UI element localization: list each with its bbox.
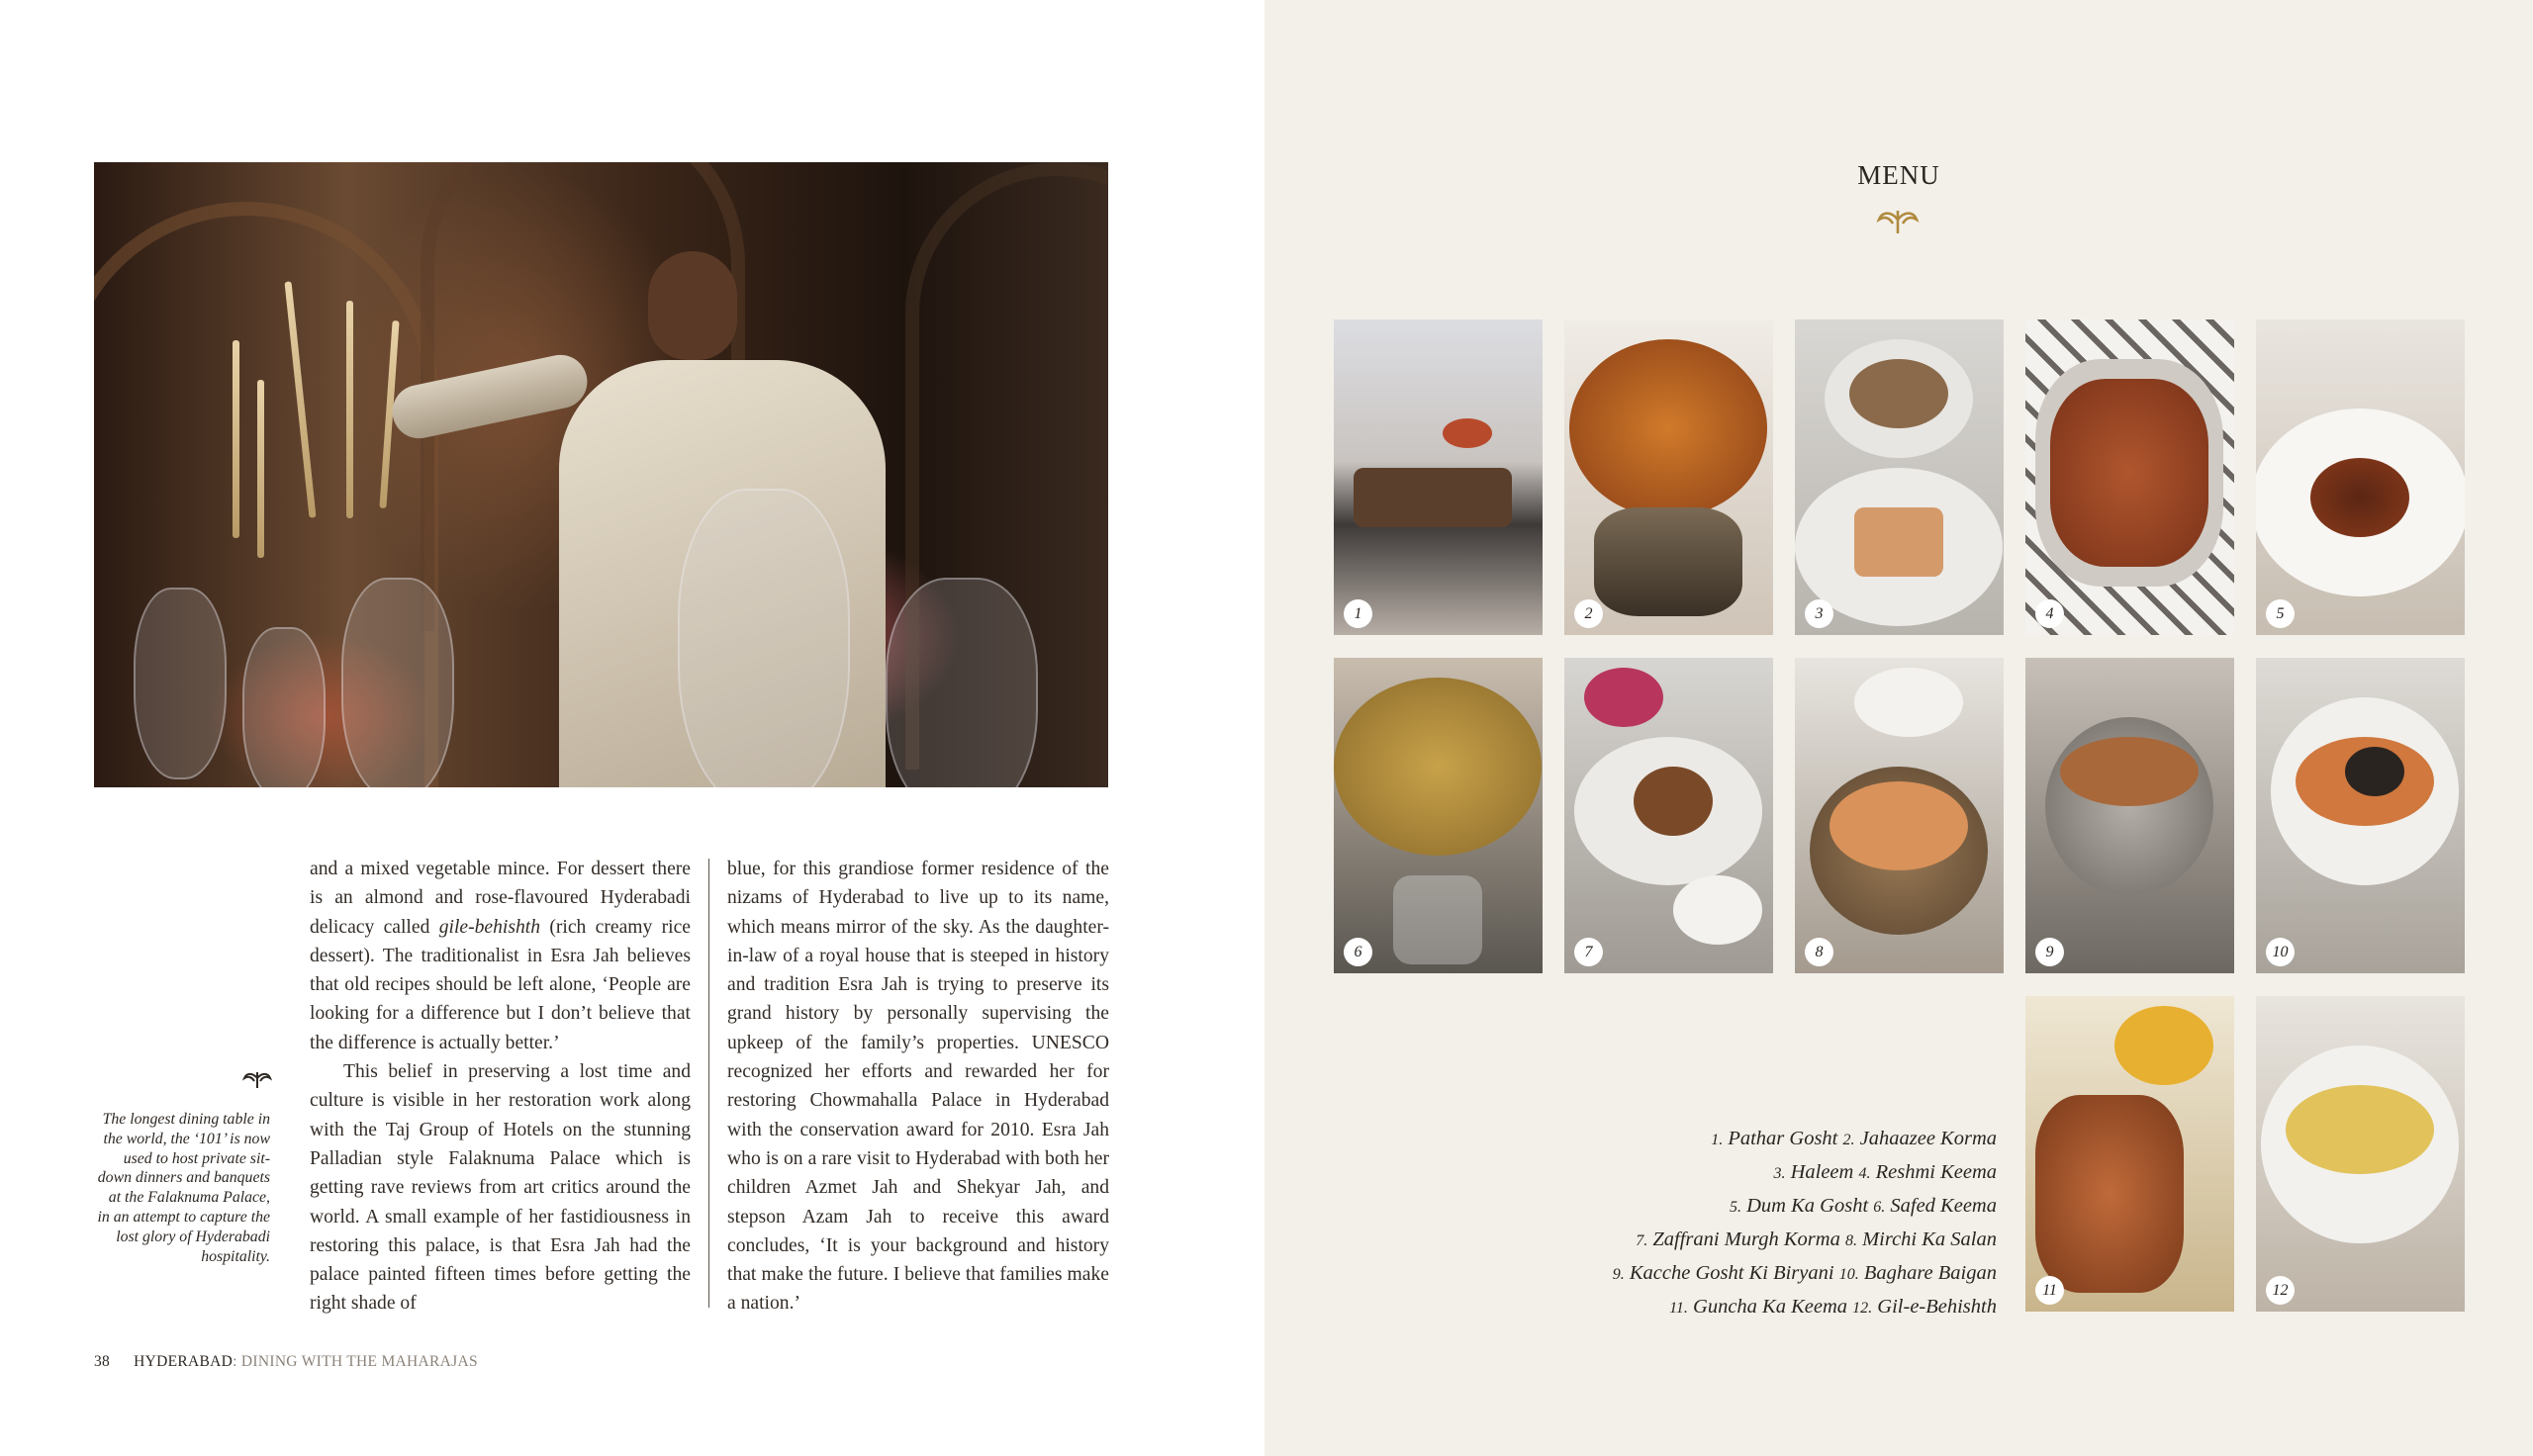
page-footer [94, 1353, 478, 1371]
menu-title: MENU [1857, 160, 1940, 190]
fleuron-ornament-icon [1876, 206, 1920, 235]
dish-number-badge: 8 [1805, 938, 1833, 966]
dish-number-badge: 12 [2266, 1276, 2295, 1305]
dish-number-badge: 5 [2266, 599, 2295, 628]
running-subtitle: : DINING WITH THE MAHARAJAS [233, 1353, 478, 1370]
menu-legend [1613, 1123, 1997, 1324]
article-column-2 [727, 855, 1109, 1319]
dish-photo-1 [1334, 319, 1543, 635]
dish-photo-10 [2256, 658, 2465, 973]
dish-number-badge: 2 [1574, 599, 1603, 628]
dish-name-italic: gile-behishth [438, 916, 541, 938]
running-title: HYDERABAD [134, 1353, 234, 1370]
article-paragraph: This belief in preserving a lost time and culture is visible in her restoration work along with the Taj Group of Hotels on the stunning Palladian style Falaknuma Palace which is getting rave reviews from art critics around the world. A small example of her fastidiousness in restoring this palace, is that Esra Jah had the palace painted fifteen times before getting the right shade of [310, 1061, 691, 1315]
dish-photo-3 [1795, 319, 2004, 635]
dish-photo-5 [2256, 319, 2465, 635]
article-column-1 [310, 855, 691, 1319]
article-paragraph: and a mixed vegetable mince. For dessert there is an almond and rose-flavoured Hyderabadi delicacy called gile-behishth (rich creamy rice dessert). The traditionalist in Esra Jah believes that old recipes should be left alone, ‘People are looking for a difference but I don’t believe that the difference is actually better.’ [310, 859, 691, 1053]
dish-photo-2 [1564, 319, 1773, 635]
right-page [1265, 0, 2533, 1456]
dish-number-badge: 1 [1344, 599, 1372, 628]
dish-photo-6 [1334, 658, 1543, 973]
left-page [0, 0, 1265, 1456]
legend-line: 11. Guncha Ka Keema 12. Gil-e-Behishth [1669, 1296, 1997, 1318]
dish-photo-8 [1795, 658, 2004, 973]
legend-line: 9. Kacche Gosht Ki Biryani 10. Baghare Baigan [1612, 1262, 1997, 1284]
legend-line: 5. Dum Ka Gosht 6. Safed Keema [1730, 1195, 1997, 1217]
legend-line: 1. Pathar Gosht 2. Jahaazee Korma [1711, 1128, 1997, 1149]
dish-photo-11 [2025, 996, 2234, 1312]
dish-number-badge: 10 [2266, 938, 2295, 966]
dish-photo-12 [2256, 996, 2465, 1312]
dish-photo-9 [2025, 658, 2234, 973]
page-number: 38 [94, 1353, 111, 1370]
dish-number-badge: 3 [1805, 599, 1833, 628]
dish-number-badge: 6 [1344, 938, 1372, 966]
article-paragraph: blue, for this grandiose former residence of the nizams of Hyderabad to live up to its name, which means mirror of the sky. As the daughter-in-law of a royal house that is steeped in history and tradition Esra Jah is trying to preserve its grand history by personally supervising the upkeep of the family’s properties. UNESCO recognized her efforts and rewarded her for restoring Chowmahalla Palace in Hyderabad with the conservation award for 2010. Esra Jah who is on a rare visit to Hyderabad with both her children Azmet Jah and Shekyar Jah, and stepson Azam Jah to receive this award concludes, ‘It is your background and history that make the future. I believe that families make a nation.’ [727, 859, 1109, 1315]
legend-line: 3. Haleem 4. Reshmi Keema [1773, 1161, 1997, 1183]
dish-photo-7 [1564, 658, 1773, 973]
column-divider [708, 859, 709, 1308]
dish-photo-4 [2025, 319, 2234, 635]
dining-table-photo [94, 162, 1108, 787]
dish-number-badge: 4 [2035, 599, 2064, 628]
dish-number-badge: 11 [2035, 1276, 2064, 1305]
photo-caption: The longest dining table in the world, the ‘101’ is now used to host private sit-down dinners and banquets at the Falaknuma Palace, in an attempt to capture the lost glory of Hyderabadi hospitality. [97, 1111, 270, 1265]
dish-number-badge: 9 [2035, 938, 2064, 966]
fleuron-ornament-icon [242, 1068, 272, 1090]
legend-line: 7. Zaffrani Murgh Korma 8. Mirchi Ka Salan [1636, 1228, 1997, 1250]
dish-number-badge: 7 [1574, 938, 1603, 966]
